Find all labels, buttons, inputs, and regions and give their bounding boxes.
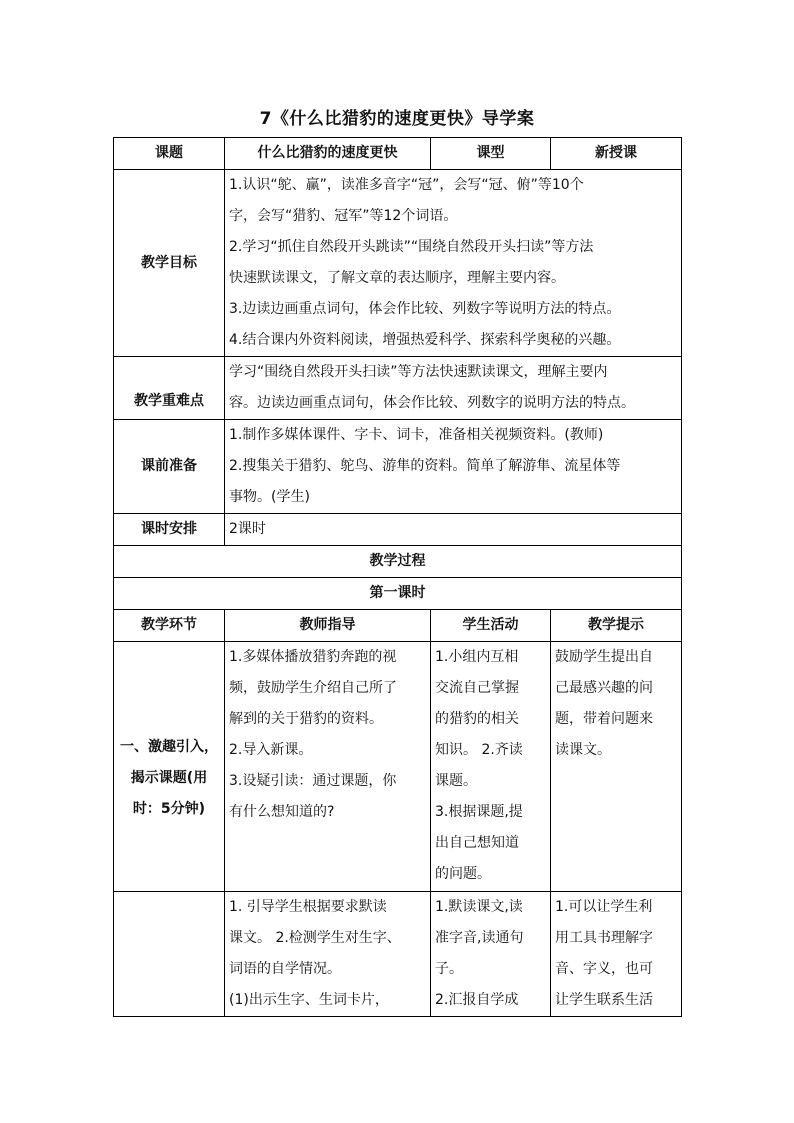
column-stage: 教学环节 — [114, 610, 225, 642]
student-cell — [431, 892, 551, 1017]
teacher-line: 词语的自学情况。 — [229, 961, 341, 977]
student-line: 的猎豹的相关 — [435, 711, 519, 727]
student-line: 知识。 2.齐读 — [435, 742, 523, 758]
student-line: 交流自己掌握 — [435, 680, 519, 696]
stage-line: 揭示课题(用 — [130, 770, 208, 786]
preparation-content — [225, 420, 682, 514]
lesson-title: 第一课时 — [114, 578, 682, 610]
stage-line: 一、激趣引入， — [120, 739, 218, 755]
type-label: 课型 — [431, 138, 551, 170]
key-points-content — [225, 357, 682, 420]
student-line: 3.根据课题,提 — [435, 804, 523, 820]
teacher-cell — [225, 892, 431, 1017]
column-teacher: 教师指导 — [225, 610, 431, 642]
hint-line: 题，带着问题来 — [555, 711, 653, 727]
process-title: 教学过程 — [114, 546, 682, 578]
hint-cell — [551, 892, 682, 1017]
preparation-label: 课前准备 — [114, 420, 225, 514]
header-row — [114, 138, 682, 170]
teacher-line: 1.多媒体播放猎豹奔跑的视 — [229, 649, 397, 665]
teacher-line: 有什么想知道的? — [229, 804, 335, 820]
key-points-label: 教学重难点 — [114, 357, 225, 420]
hint-line: 1.可以让学生利 — [555, 899, 653, 915]
hint-line: 让学生联系生活 — [555, 992, 653, 1008]
preparation-line: 事物。(学生) — [229, 489, 310, 505]
column-header-row — [114, 610, 682, 642]
student-line: 1.默读课文,读 — [435, 899, 523, 915]
goals-line: 4.结合课内外资料阅读，增强热爱科学、探索科学奥秘的兴趣。 — [229, 332, 621, 348]
goals-line: 3.边读边画重点词句，体会作比较、列数字等说明方法的特点。 — [229, 301, 621, 317]
goals-line: 1.认识“鸵、赢”，读准多音字“冠”，会写“冠、俯”等10个 — [229, 177, 584, 193]
student-line: 1.小组内互相 — [435, 649, 519, 665]
topic-value: 什么比猎豹的速度更快 — [225, 138, 431, 170]
key-points-row — [114, 357, 682, 420]
schedule-label: 课时安排 — [114, 514, 225, 546]
stage-cell — [114, 892, 225, 1017]
hint-line: 鼓励学生提出自 — [555, 649, 653, 665]
student-cell — [431, 642, 551, 892]
lesson-title-row — [114, 578, 682, 610]
column-hint: 教学提示 — [551, 610, 682, 642]
student-line: 准字音,读通句 — [435, 930, 524, 946]
teacher-line: 频，鼓励学生介绍自己所了 — [229, 680, 397, 696]
goals-content — [225, 170, 682, 357]
teacher-line: 课文。 2.检测学生对生字、 — [229, 930, 401, 946]
hint-line: 读课文。 — [555, 742, 611, 758]
hint-line: 音、字义，也可 — [555, 961, 653, 977]
student-line: 的问题。 — [435, 866, 491, 882]
hint-line: 用工具书理解字 — [555, 930, 653, 946]
goals-line: 字，会写“猎豹、冠军”等12个词语。 — [229, 208, 458, 224]
teacher-line: (1)出示生字、生词卡片， — [229, 992, 389, 1008]
lesson-plan-table — [113, 137, 682, 1017]
teacher-line: 3.设疑引读：通过课题，你 — [229, 773, 397, 789]
key-points-line: 容。边读边画重点词句，体会作比较、列数字的说明方法的特点。 — [229, 395, 635, 411]
preparation-line: 1.制作多媒体课件、字卡、词卡，准备相关视频资料。(教师) — [229, 427, 604, 443]
teacher-line: 1. 引导学生根据要求默读 — [229, 899, 387, 915]
process-title-row — [114, 546, 682, 578]
key-points-line: 学习“围绕自然段开头扫读”等方法快速默读课文，理解主要内 — [229, 364, 608, 380]
stage-line: 时：5分钟) — [132, 801, 206, 817]
hint-cell — [551, 642, 682, 892]
schedule-value: 2课时 — [225, 514, 682, 546]
teacher-line: 解到的关于猎豹的资料。 — [229, 711, 383, 727]
goals-row — [114, 170, 682, 357]
goals-label: 教学目标 — [114, 170, 225, 357]
student-line: 出自己想知道 — [435, 835, 519, 851]
goals-line: 快速默读课文，了解文章的表达顺序，理解主要内容。 — [229, 270, 565, 286]
type-value: 新授课 — [551, 138, 682, 170]
student-line: 2.汇报自学成 — [435, 992, 519, 1008]
schedule-row — [114, 514, 682, 546]
teacher-cell — [225, 642, 431, 892]
table-row — [114, 642, 682, 892]
hint-line: 己最感兴趣的问 — [555, 680, 653, 696]
page-title: 7《什么比猎豹的速度更快》导学案 — [259, 109, 535, 129]
student-line: 课题。 — [435, 773, 477, 789]
student-line: 子。 — [435, 961, 463, 977]
preparation-row — [114, 420, 682, 514]
preparation-line: 2.搜集关于猎豹、鸵鸟、游隼的资料。简单了解游隼、流星体等 — [229, 458, 621, 474]
teacher-line: 2.导入新课。 — [229, 742, 313, 758]
table-row — [114, 892, 682, 1017]
topic-label: 课题 — [114, 138, 225, 170]
goals-line: 2.学习“抓住自然段开头跳读”“围绕自然段开头扫读”等方法 — [229, 239, 594, 255]
stage-cell — [114, 642, 225, 892]
column-student: 学生活动 — [431, 610, 551, 642]
